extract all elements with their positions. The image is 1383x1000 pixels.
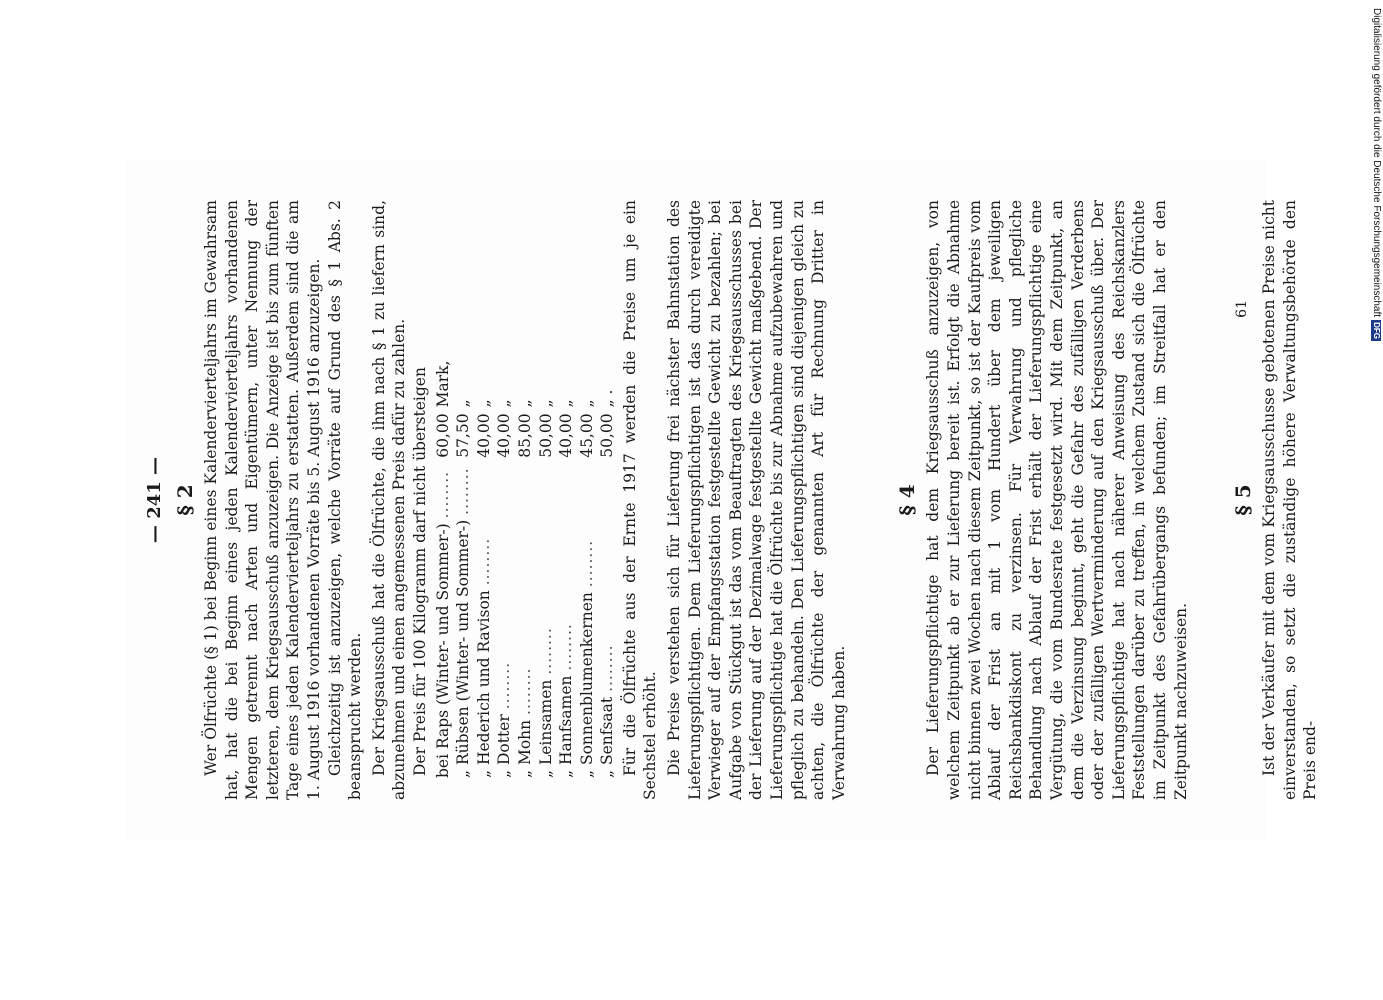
price-item-name: „ Sonnenblumenkernen ........: [577, 539, 596, 778]
price-row: [474, 361, 495, 778]
price-item-name: „ Senfsaat ........: [598, 644, 617, 778]
section-3-paragraph-4: Die Preise verstehen sich für Lieferung frei nächster Bahnstation des Lieferungspflichtigen. Dem Lieferungspflichtigen ist das durch vereidigte Verwieger auf der Empfangsstation festgestellte Gewicht zu bezahlen; bei Aufgabe von Stückgut ist das vom Beauftragten des Kriegsausschusses bei der Lieferung auf der Dezimalwage festgestellte Gewicht maßgebend. Der Lieferungspflichtige hat die Ölfrüchte bis zur Abnahme aufzubewahren und pfleglich zu behandeln. Den Lieferungspflichtigen sind diejenigen gleich zu achten, die Ölfrüchte der genannten Art für Rechnung Dritter in Verwahrung haben.: [665, 200, 848, 800]
section-4-heading: § 4: [895, 484, 920, 516]
price-row: [515, 361, 536, 778]
price-item-unit: „ .: [598, 389, 617, 408]
price-item-unit: Mark,: [433, 360, 452, 408]
price-item-value: 50,00: [536, 413, 555, 458]
section-2-paragraph-1: Wer Ölfrüchte (§ 1) bei Beginn eines Kalendervierteljahrs im Gewahrsam hat, hat die bei Beginn eines jeden Kalendervierteljahrs vorhandenen Mengen getrennt nach Arten und Eigentümern, unter Nennung der letzteren, dem Kriegsausschuß anzuzeigen. Die Anzeige ist bis zum fünften Tage eines jeden Kalendervierteljahrs zu erstatten. Außerdem sind die am 1. August 1916 vorhandenen Vorräte bis 5. August 1916 anzuzeigen.: [202, 200, 323, 800]
price-item-value: 85,00: [515, 413, 534, 458]
section-5-heading: § 5: [1231, 484, 1256, 516]
price-item-name: „ Mohn ........: [515, 667, 534, 778]
page-number: — 241 —: [144, 456, 165, 544]
price-row: [556, 361, 577, 778]
price-item-unit: „: [557, 399, 576, 408]
price-item-value: 50,00: [598, 413, 617, 458]
price-item-unit: „: [454, 399, 473, 408]
price-item-name: „ Hanfsamen ........: [557, 623, 576, 778]
price-row: [597, 361, 618, 778]
section-4-paragraph-1: Der Lieferungspflichtige hat dem Kriegsausschuß anzuzeigen, von welchem Zeitpunkt ab er zur Lieferung bereit ist. Erfolgt die Abnahme nicht binnen zwei Wochen nach diesem Zeitpunkt, so ist der Kaufpreis vom Ablauf der Frist an mit 1 vom Hundert über dem jeweiligen Reichsbankdiskont zu verzinsen. Für Verwahrung und pflegliche Behandlung nach Ablauf der Frist erhält der Lieferungspflichtige eine Vergütung, die vom Bundesrate festgesetzt wird. Mit dem Zeitpunkt, an dem die Verzinsung beginnt, geht die Gefahr des zufälligen Verderbens oder der zufälligen Wertverminderung auf den Kriegsausschuß über. Der Lieferungspflichtige hat nach näherer Anweisung des Reichskanzlers Feststellungen darüber zu treffen, in welchem Zustand sich die Ölfrüchte im Zeitpunkt des Gefahrübergangs befunden; im Streitfall hat er den Zeitpunkt nachzuweisen.: [924, 200, 1190, 800]
price-item-name: bei Raps (Winter- und Sommer-) ........: [433, 470, 452, 778]
price-item-value: 60,00: [433, 413, 452, 458]
section-3-paragraph-3: Für die Ölfrüchte aus der Ernte 1917 werden die Preise um je ein Sechstel erhöht.: [620, 200, 660, 800]
section-2-paragraph-2: Gleichzeitig ist anzuzeigen, welche Vorräte auf Grund des § 1 Abs. 2 beansprucht werden.: [325, 200, 365, 800]
price-item-unit: „: [577, 399, 596, 408]
price-item-value: 40,00: [495, 413, 514, 458]
price-item-value: 40,00: [474, 413, 493, 458]
price-row: [433, 361, 454, 778]
price-table: [433, 361, 618, 778]
price-item-unit: „: [536, 399, 555, 408]
section-5-paragraph-1: Ist der Verkäufer mit dem vom Kriegsausschusse gebotenen Preise nicht einverstanden, so setzt die zuständige höhere Verwaltungsbehörde den Preis end-: [1260, 200, 1320, 800]
page-content: [144, 200, 1320, 800]
price-item-unit: „: [515, 399, 534, 408]
signature-mark: 61: [1234, 300, 1250, 318]
section-3-paragraph-2: Der Preis für 100 Kilogramm darf nicht übersteigen: [410, 367, 429, 776]
price-item-value: 40,00: [557, 413, 576, 458]
price-item-name: „ Dotter ........: [495, 661, 514, 778]
document-page: [126, 160, 1320, 840]
credit-text: Digitalisierung gefördert durch die Deutsche Forschungsgemeinschaft: [1371, 8, 1382, 318]
price-item-value: 57,50: [454, 413, 473, 458]
price-item-value: 45,00: [577, 413, 596, 458]
dfg-logo: DFG: [1372, 322, 1381, 339]
price-item-unit: „: [474, 399, 493, 408]
section-2-heading: § 2: [173, 484, 197, 516]
price-item-name: „ Leinsamen ........: [536, 627, 555, 778]
price-item-name: „ Hederich und Ravison ........: [474, 537, 493, 778]
price-item-name: „ Rübsen (Winter- und Sommer-) ........: [454, 467, 473, 778]
section-3-paragraph-1: Der Kriegsausschuß hat die Ölfrüchte, die ihm nach § 1 zu liefern sind, abzunehmen und einen angemessenen Preis dafür zu zahlen.: [369, 200, 409, 800]
price-row: [577, 361, 598, 778]
price-row: [536, 361, 557, 778]
digitization-credit: [1371, 8, 1381, 988]
price-row: [453, 361, 474, 778]
price-item-unit: „: [495, 399, 514, 408]
price-row: [494, 361, 515, 778]
